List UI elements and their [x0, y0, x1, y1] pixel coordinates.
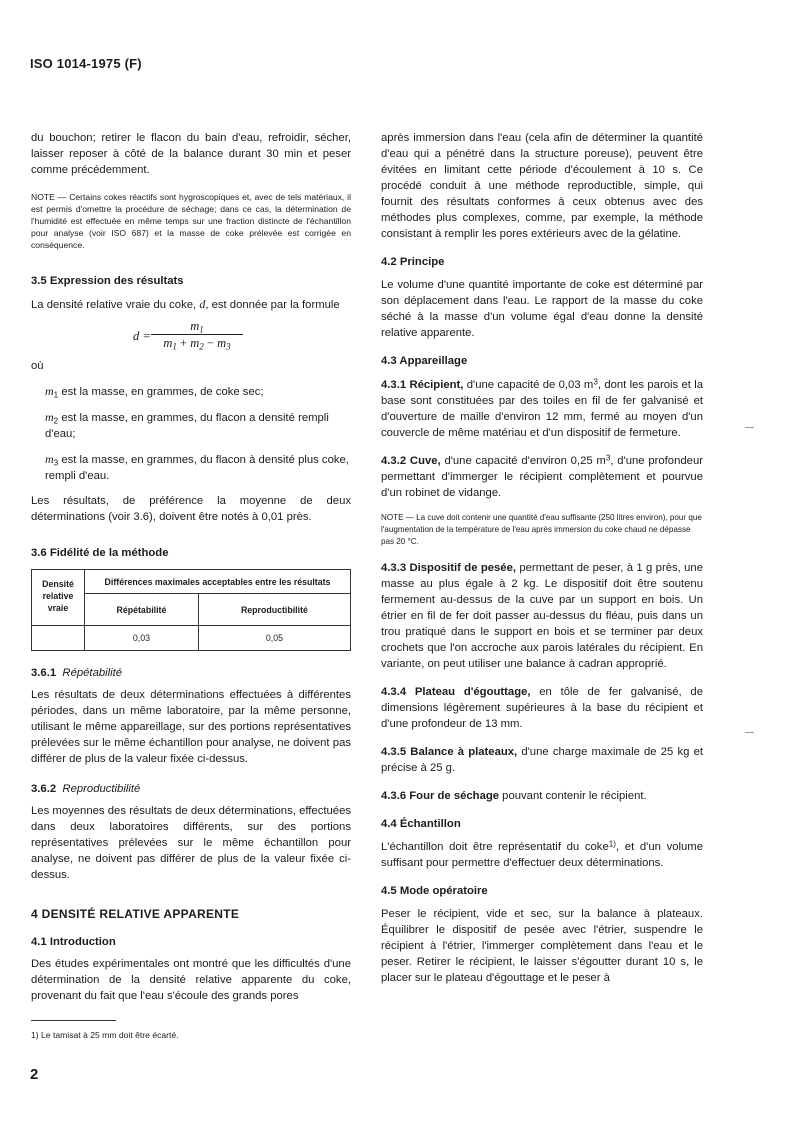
- reproducibility-text: Les moyennes des résultats de deux déterminations, effectuées dans deux laboratoires différents, sur des portions représentatives prélevées sur le même échantillon pour analyse, ne doivent pas différer de plus de la valeur fixée ci-dessus.: [31, 805, 351, 881]
- item-4-3-1: 4.3.1 Récipient, d'une capacité de 0,03 $m^3$, dont les parois et la base sont constituées par des toiles en fil de fer galvanisé et d'ouverture de maille d'environ 12 mm, fermé au moyen d'un couvercle de même matériau et d'un dispositif de fermeture.: [381, 377, 703, 439]
- variable-definitions: [31, 383, 351, 484]
- section-4-heading: 4 DENSITÉ RELATIVE APPARENTE: [31, 907, 240, 921]
- section-3-6-1-heading: 3.6.1 Répétabilité: [31, 667, 123, 679]
- table-header-repeatability: Répétabilité: [85, 594, 199, 626]
- section-4-4-heading: 4.4 Échantillon: [381, 818, 461, 830]
- page-number: 2: [30, 1066, 39, 1083]
- document-code: ISO 1014-1975 (F): [30, 56, 142, 71]
- table-header-density: Densité relative vraie: [32, 570, 85, 626]
- continued-paragraph: après immersion dans l'eau (cela afin de déterminer la quantité d'eau qui a pénétré dans la structure poreuse), peuvent être évitées en limitant cette période d'écoulement à 10 s. Ce procédé conduit à une méthode reproductible, simple, qui fournit des résultats conformes à ceux obtenus avec des méthodes plus complexes, comme, par exemple, la méthode consistant à remplir les pores extérieurs avec de la gélatine.: [381, 132, 703, 240]
- section-3-6-heading: 3.6 Fidélité de la méthode: [31, 547, 169, 559]
- footnote: 1) Le tamisat à 25 mm doit être écarté.: [31, 1030, 179, 1040]
- scan-mark: [745, 732, 754, 733]
- note-tank: NOTE — La cuve doit contenir une quantité d'eau suffisante (250 litres environ), pour que l'augmentation de la température de l'eau après immersion du coke chaud ne dépasse pas 20 °C.: [381, 513, 702, 546]
- repeatability-text: Les résultats de deux déterminations effectuées à différentes périodes, dans un même laboratoire, par la même personne, utilisant le même appareillage, sur des portions représentatives prélevées sur le même échantillon pour analyse, ne doivent pas différer de plus de la valeur fixée ci-dessus.: [31, 689, 351, 765]
- procedure-text: Peser le récipient, vide et sec, sur la balance à plateaux. Équilibrer le dispositif de pesée avec l'étrier, suspendre le récipient à l'étrier, l'immerger complètement dans l'eau et le peser. Retirer le récipient, le laisser s'égoutter durant 10 s, le placer sur le plateau d'égouttage et le peser à: [381, 908, 703, 984]
- section-4-1-heading: 4.1 Introduction: [31, 936, 116, 948]
- table-cell-repeatability: 0,03: [85, 626, 199, 651]
- precision-table: [31, 569, 351, 651]
- formula-lhs: d =: [133, 329, 151, 343]
- definition-m3: $m_3$ est la masse, en grammes, du flacon à densité plus coke, rempli d'eau.: [45, 452, 349, 482]
- item-4-3-3: 4.3.3 Dispositif de pesée, permettant de peser, à 1 g près, une masse au plus égale à 2 kg. Le dispositif doit être soutenu fermement au-dessus de la cuve par un support en bois. Un étrier en fil de fer doit passer au-dessus du fléau, puis dans un trou pratiqué dans le support en bois et se terminer par deux crochets que l'on accroche aux parois latérales du récipient. En variante, on peut utiliser une balance à cadran approprié.: [381, 562, 703, 670]
- section-3-6-2-heading: 3.6.2 Reproductibilité: [31, 783, 141, 795]
- section-4-5-heading: 4.5 Mode opératoire: [381, 885, 488, 897]
- intro-paragraph: du bouchon; retirer le flacon du bain d'eau, refroidir, sécher, laisser reposer à côté de la balance durant 30 min et peser comme précédemment.: [31, 132, 351, 176]
- introduction-text: Des études expérimentales ont montré que les difficultés d'une détermination de la densité relative apparente du coke, provenant du fait que l'eau s'écoule des grands pores: [31, 958, 351, 1002]
- table-cell-density: [32, 626, 85, 651]
- section-3-5-heading: 3.5 Expression des résultats: [31, 275, 184, 287]
- principle-text: Le volume d'une quantité importante de coke est déterminé par son déplacement dans l'eau. Le rapport de la masse du coke séché à la masse d'un volume égal d'eau donne la densité relative apparente.: [381, 279, 703, 339]
- where-label: où: [31, 360, 44, 372]
- footnote-rule: [31, 1020, 116, 1021]
- density-formula: [31, 318, 351, 352]
- section-4-3-heading: 4.3 Appareillage: [381, 355, 468, 367]
- item-4-3-4: 4.3.4 Plateau d'égouttage, en tôle de fer galvanisé, de dimensions légèrement supérieures à la base du récipient et d'une profondeur de 13 mm.: [381, 686, 703, 730]
- right-column: [381, 130, 703, 986]
- item-4-3-6: 4.3.6 Four de séchage pouvant contenir le récipient.: [381, 790, 647, 802]
- definition-m1: $m_1$ est la masse, en grammes, de coke sec;: [45, 384, 264, 400]
- section-3-5-text: La densité relative vraie du coke, d, est donnée par la formule: [31, 297, 340, 311]
- sample-text: L'échantillon doit être représentatif du coke$^{1)}$, et d'un volume suffisant pour permettre d'effectuer deux déterminations.: [381, 839, 703, 869]
- scan-mark: [745, 427, 754, 428]
- formula-numerator: $m_1$: [190, 319, 204, 335]
- definition-m2: $m_2$ est la masse, en grammes, du flacon a densité rempli d'eau;: [45, 410, 329, 440]
- item-4-3-2: 4.3.2 Cuve, d'une capacité d'environ 0,25 $m^3$, d'une profondeur permettant d'immerger le récipient complètement et pourvue d'un robinet de vidange.: [381, 453, 703, 499]
- note-hygroscopic: NOTE — Certains cokes réactifs sont hygroscopiques et, avec de tels matériaux, il est permis d'omettre la procédure de séchage; dans ce cas, la détermination de l'humidité est effectuée en même temps sur une fraction distincte de l'échantillon pour analyse (voir ISO 687) et la masse de coke prélevée est corrigée en conséquence.: [31, 192, 351, 250]
- table-cell-reproducibility: 0,05: [198, 626, 350, 651]
- results-paragraph: Les résultats, de préférence la moyenne de deux déterminations (voir 3.6), doivent être notés à 0,01 près.: [31, 495, 351, 523]
- item-4-3-5: 4.3.5 Balance à plateaux, d'une charge maximale de 25 kg et précise à 25 g.: [381, 746, 703, 774]
- table-header-reproducibility: Reproductibilité: [198, 594, 350, 626]
- table-header-differences: Différences maximales acceptables entre les résultats: [85, 570, 351, 594]
- formula-denominator: $m_1 + m_2 - m_3$: [163, 336, 231, 352]
- left-column: [31, 130, 351, 1004]
- formula-fraction: [149, 318, 245, 352]
- section-4-2-heading: 4.2 Principe: [381, 256, 445, 268]
